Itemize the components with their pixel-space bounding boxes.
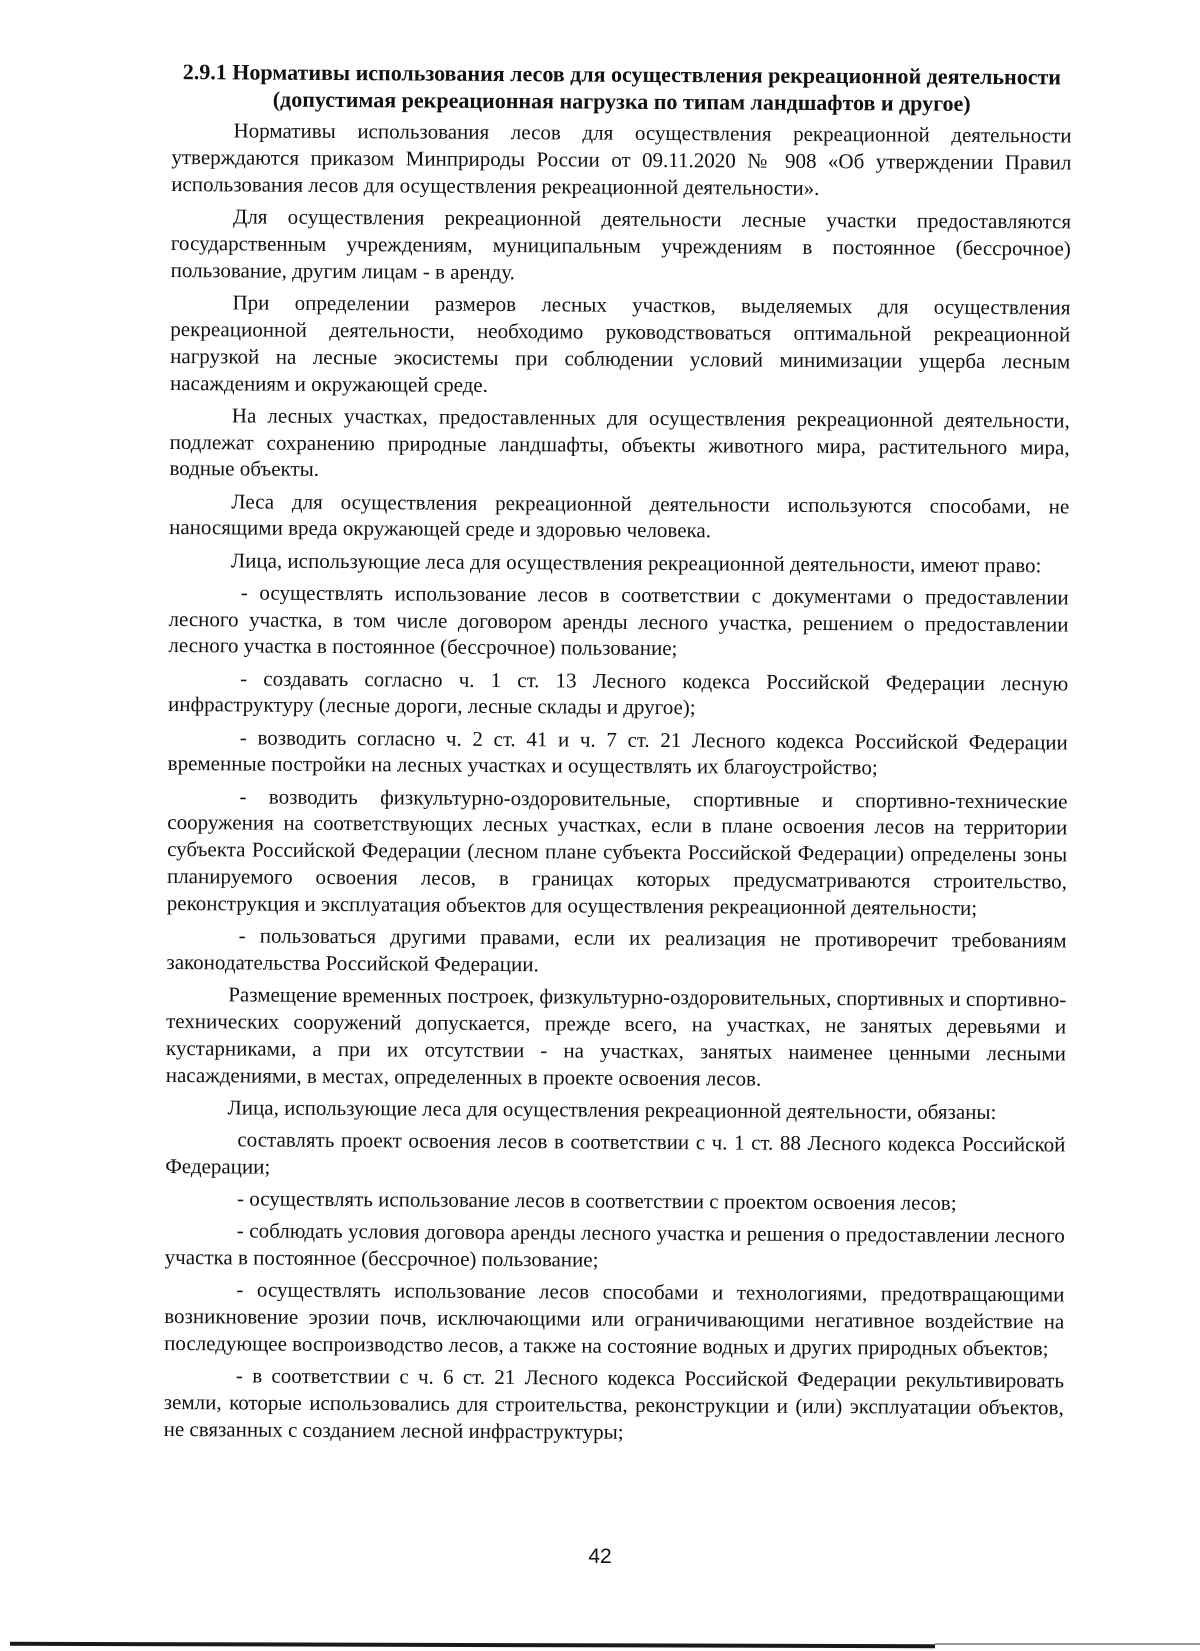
paragraph: На лесных участках, предоставленных для осуществления рекреационной деятельности, подлежат сохранению природные ландшафты, объекты животного мира, растительного мира, водные объекты. (169, 402, 1070, 482)
paragraph: Для осуществления рекреационной деятельности лесные участки предоставляются государственным учреждениям, муниципальным учреждениям в постоянное (бессрочное) пользование, другим лицам - в аренду. (170, 204, 1072, 284)
list-item: - в соответствии с ч. 6 ст. 21 Лесного кодекса Российской Федерации рекультивировать земли, которые использовались для строительства, реконструкции и (или) эксплуатации объектов, не связанных с созданием лесной инфраструктуры; (163, 1363, 1065, 1444)
list-item: - пользоваться другими правами, если их реализация не противоречит требованиям законодательства Российской Федерации. (166, 923, 1067, 977)
paragraph: Нормативы использования лесов для осуществления рекреационной деятельности утверждаются приказом Минприроды России от 09.11.2020 № 908 «Об утверждении Правил использования лесов для осуществления рекреационной деятельности». (171, 118, 1072, 200)
list-item: - соблюдать условия договора аренды лесного участка и решения о предоставлении лесного участка в постоянное (бессрочное) пользование; (164, 1218, 1065, 1272)
scan-edge-line (10, 1642, 935, 1648)
list-item: - создавать согласно ч. 1 ст. 13 Лесного кодекса Российской Федерации лесную инфраструктуру (лесные дороги, лесные склады и другое); (167, 665, 1069, 720)
paragraph: Лица, использующие леса для осуществления рекреационной деятельности, обязаны: (227, 1095, 997, 1125)
paragraph: При определении размеров лесных участков, выделяемых для осуществления рекреационной деятельности, необходимо руководствоваться оптимальной рекреационной нагрузкой на лесные экосистемы при соблюдении условий минимизации ущерба лесным насаждениям и окружающей среде. (169, 290, 1071, 397)
list-item: составлять проект освоения лесов в соответствии с ч. 1 ст. 88 Лесного кодекса Российской Федерации; (165, 1127, 1066, 1179)
page-number: 42 (588, 1545, 612, 1568)
list-item: - осуществлять использование лесов в соответствии с проектом освоения лесов; (236, 1186, 957, 1215)
scan-edge-line-faint (935, 1643, 1200, 1645)
paragraph: Лица, использующие леса для осуществления рекреационной деятельности, имеют право: (230, 547, 1042, 577)
list-item: - возводить физкультурно-оздоровительные, спортивные и спортивно-технические сооружения на соответствующих лесных участках, если в плане освоения лесов на территории субъекта Российской Федерации (лесном плане субъекта Российской Федерации) определены зоны планируемого освоения лесов, в границах которых предусматриваются строительство, реконструкция и эксплуатация объектов для осуществления рекреационной деятельности; (166, 783, 1068, 921)
paragraph: Размещение временных построек, физкультурно-оздоровительных, спортивных и спортивно-технических сооружений допускается, прежде всего, на участках, не занятых деревьями и кустарниками, а при их отсутствии - на участках, занятых наименее ценными лесными насаждениями, в местах, определенных в проекте освоения лесов. (165, 982, 1067, 1091)
document-page (164, 58, 1072, 1454)
list-item: - осуществлять использование лесов способами и технологиями, предотвращающими возникновение эрозии почв, исключающими или ограничивающими негативное воздействие на последующее воспроизводство лесов, а также на состояние водных и других природных объектов; (164, 1277, 1065, 1361)
paragraph: Леса для осуществления рекреационной деятельности используются способами, не наносящими вреда окружающей среде и здоровью человека. (169, 488, 1070, 543)
list-item: - осуществлять использование лесов в соответствии с документами о предоставлении лесного участка, в том числе договором аренды лесного участка, решением о предоставлении лесного участка в постоянное (бессрочное) пользование; (168, 580, 1069, 661)
section-heading: 2.9.1 Нормативы использования лесов для осуществления рекреационной деятельности (допустимая рекреационная нагрузка по типам ландшафтов и другое) (182, 59, 1062, 116)
list-item: - возводить согласно ч. 2 ст. 41 и ч. 7 ст. 21 Лесного кодекса Российской Федерации временные постройки на лесных участках и осуществлять их благоустройство; (167, 724, 1068, 780)
